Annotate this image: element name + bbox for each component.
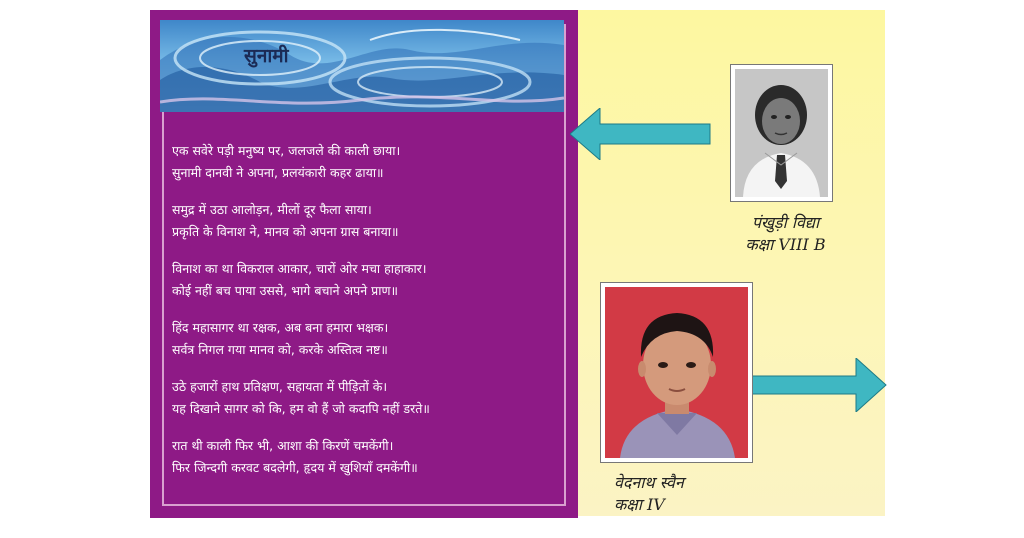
stanza [172, 258, 562, 302]
author-photo-girl [730, 64, 833, 202]
author-caption-girl [738, 212, 833, 256]
poem-line: सर्वत्र निगल गया मानव को, करके अस्तित्व नष्ट॥ [172, 342, 388, 357]
stanza [172, 140, 562, 184]
stanza [172, 435, 562, 479]
arrow-left-icon [570, 108, 712, 160]
poem-line: हिंद महासागर था रक्षक, अब बना हमारा भक्षक। [172, 320, 389, 335]
author-caption-boy [614, 472, 684, 516]
stanza [172, 317, 562, 361]
poem-line: रात थी काली फिर भी, आशा की किरणें चमकेंगी। [172, 438, 394, 453]
author-class: कक्षा VIII B [745, 235, 826, 254]
poem-line: फिर जिन्दगी करवट बदलेगी, हृदय में खुशियाँ दमकेंगी॥ [172, 460, 418, 475]
author-photo-boy [600, 282, 753, 463]
arrow-right-icon [748, 358, 888, 412]
wave-banner [160, 20, 564, 112]
poem-line: समुद्र में उठा आलोड़न, मीलों दूर फैला साया। [172, 202, 372, 217]
stanza [172, 199, 562, 243]
stanza [172, 376, 562, 420]
wave-illustration [160, 20, 564, 112]
poem-title: सुनामी [244, 45, 289, 67]
author-name: पंखुड़ी विद्या [751, 213, 820, 232]
boy-portrait-image [605, 287, 748, 458]
poem-text [172, 140, 562, 494]
poem-line: उठे हजारों हाथ प्रतिक्षण, सहायता में पीड़ितों के। [172, 379, 388, 394]
poem-line: कोई नहीं बच पाया उससे, भागे बचाने अपने प्राण॥ [172, 283, 398, 298]
poem-panel [150, 10, 578, 518]
author-class: कक्षा IV [614, 495, 665, 514]
girl-portrait-image [735, 69, 828, 197]
poem-line: एक सवेरे पड़ी मनुष्य पर, जलजले की काली छाया। [172, 143, 401, 158]
author-name: वेदनाथ स्वैन [614, 473, 684, 492]
poem-line: प्रकृति के विनाश ने, मानव को अपना ग्रास बनाया॥ [172, 224, 399, 239]
poem-line: सुनामी दानवी ने अपना, प्रलयंकारी कहर ढाया॥ [172, 165, 384, 180]
poem-line: यह दिखाने सागर को कि, हम वो हैं जो कदापि नहीं डरते॥ [172, 401, 430, 416]
poem-line: विनाश का था विकराल आकार, चारों ओर मचा हाहाकार। [172, 261, 427, 276]
